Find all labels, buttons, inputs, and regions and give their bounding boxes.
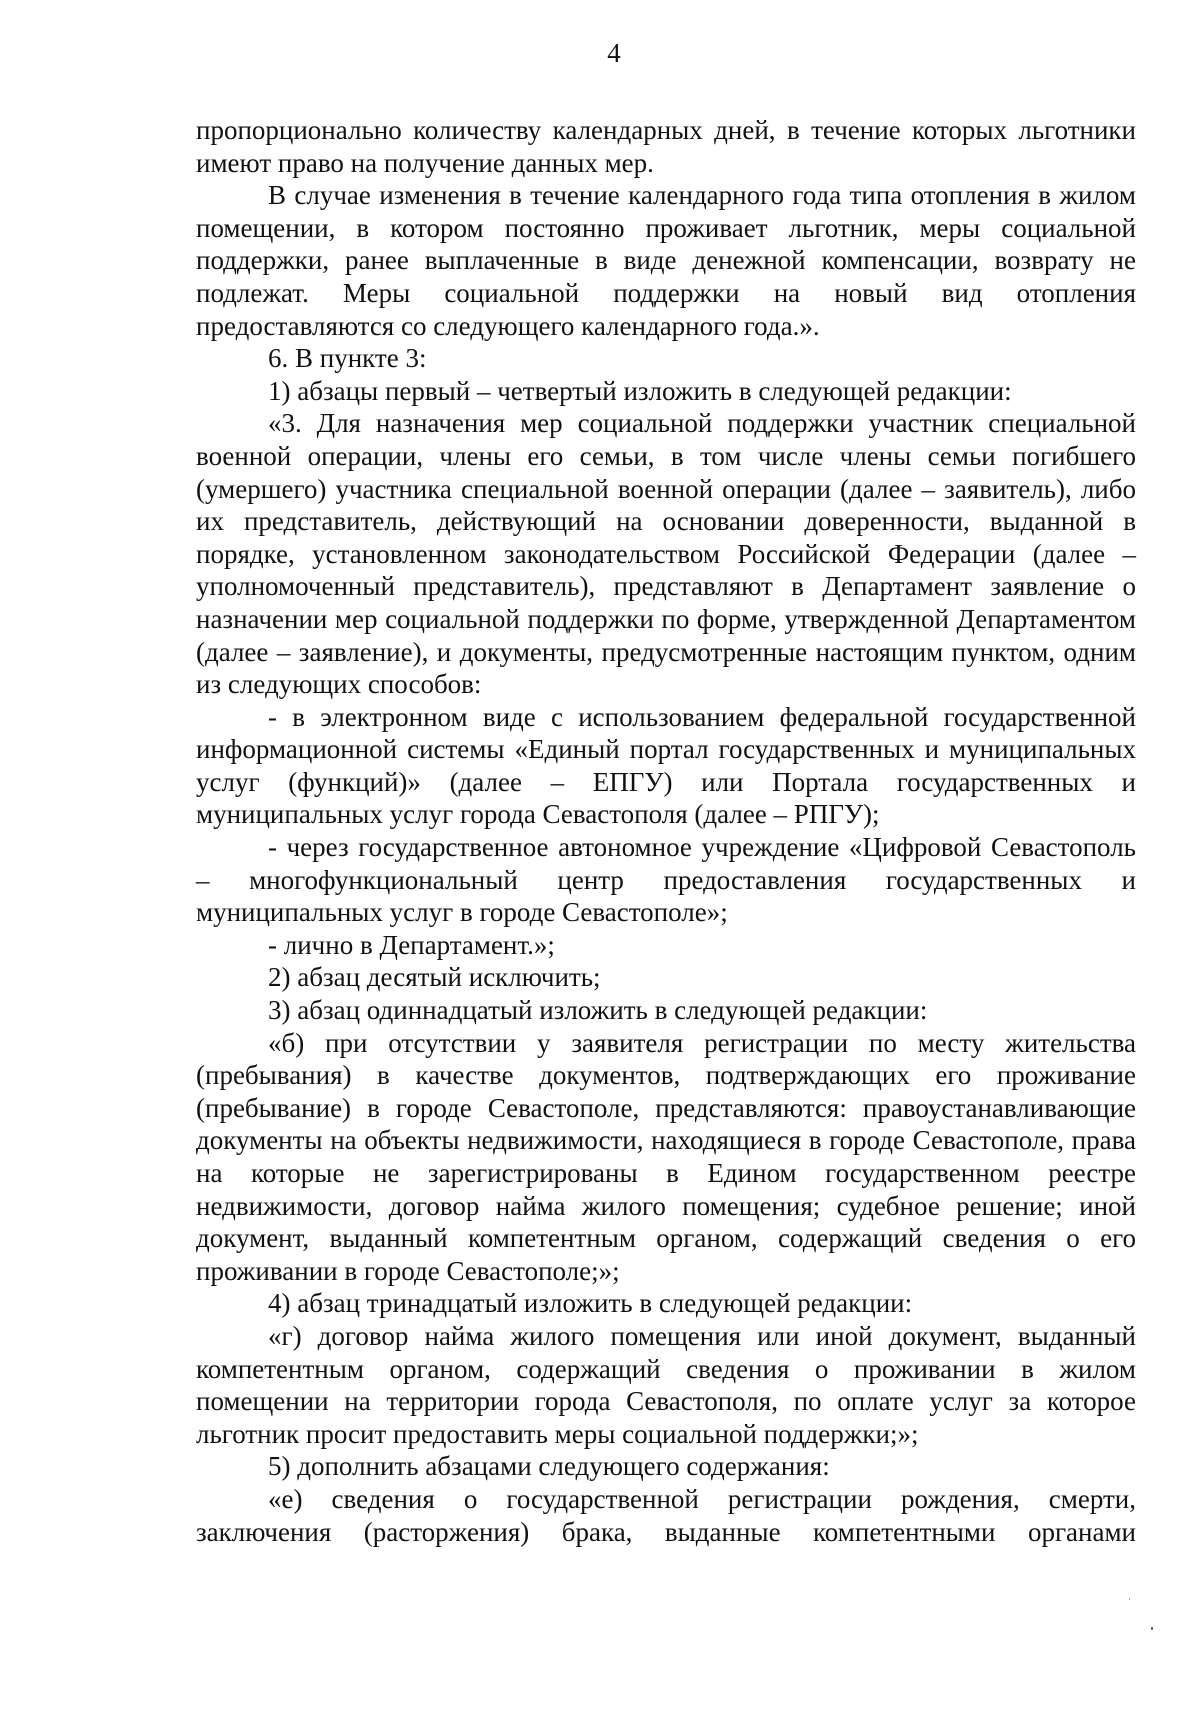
paragraph-heating-change: В случае изменения в течение календарного года типа отопления в жилом помещении, в котором постоянно проживает льготник, меры социальной поддержки, ранее выплаченные в виде денежной компенсации, возврату не подлежат. Меры социальной поддержки на новый вид отопления предоставляются со следующего календарного года.». xyxy=(196,180,1136,341)
paragraph-subitem-2: 2) абзац десятый исключить; xyxy=(268,962,601,993)
page-number: 4 xyxy=(607,38,621,68)
list-item-electronic: - в электронном виде с использованием федеральной государственной информационной системы «Единый портал государственных и муниципальных услуг (функций)» (далее – ЕПГУ) или Портала государственных и муниципальных услуг города Севастополя (далее – РПГУ); xyxy=(196,701,1136,830)
paragraph-continuation: пропорционально количеству календарных дней, в течение которых льготники имеют право на получение данных мер. xyxy=(196,115,1136,178)
paragraph-subitem-3: 3) абзац одиннадцатый изложить в следующей редакции: xyxy=(268,995,928,1026)
paragraph-letter-g: «г) договор найма жилого помещения или иной документ, выданный компетентным органом, содержащий сведения о проживании в жилом помещении на территории города Севастополя, по оплате услуг за которое льготник просит предоставить меры социальной поддержки;»; xyxy=(196,1320,1136,1449)
scan-speck xyxy=(1129,1598,1130,1600)
paragraph-subitem-4: 4) абзац тринадцатый изложить в следующей редакции: xyxy=(268,1288,913,1319)
paragraph-letter-e: «е) сведения о государственной регистрации рождения, смерти, заключения (расторжения) брака, выданные компетентными органами xyxy=(196,1483,1136,1547)
list-item-in-person: - лично в Департамент.»; xyxy=(268,929,555,960)
paragraph-subitem-1: 1) абзацы первый – четвертый изложить в следующей редакции: xyxy=(268,375,1012,406)
scan-speck xyxy=(1151,1627,1153,1630)
paragraph-letter-b: «б) при отсутствии у заявителя регистрации по месту жительства (пребывания) в качестве документов, подтверждающих его проживание (пребывание) в городе Севастополе, представляются: правоустанавливающие документы на объекты недвижимости, находящиеся в городе Севастополе, права на которые не зарегистрированы в Едином государственном реестре недвижимости, договор найма жилого помещения; судебное решение; иной документ, выданный компетентным органом, содержащий сведения о его проживании в городе Севастополе;»; xyxy=(196,1027,1136,1286)
paragraph-subitem-5: 5) дополнить абзацами следующего содержания: xyxy=(268,1451,830,1482)
document-body xyxy=(196,114,1136,1548)
list-item-mfc: - через государственное автономное учреждение «Цифровой Севастополь – многофункциональный центр предоставления государственных и муниципальных услуг в городе Севастополе»; xyxy=(196,832,1136,928)
paragraph-item-6: 6. В пункте 3: xyxy=(268,343,427,374)
paragraph-point-3: «3. Для назначения мер социальной поддержки участник специальной военной операции, члены его семьи, в том числе члены семьи погибшего (умершего) участника специальной военной операции (далее – заявитель), либо их представитель, действующий на основании доверенности, выданной в порядке, установленном законодательством Российской Федерации (далее – уполномоченный представитель), представляют в Департамент заявление о назначении мер социальной поддержки по форме, утвержденной Департаментом (далее – заявление), и документы, предусмотренные настоящим пунктом, одним из следующих способов: xyxy=(196,408,1136,700)
